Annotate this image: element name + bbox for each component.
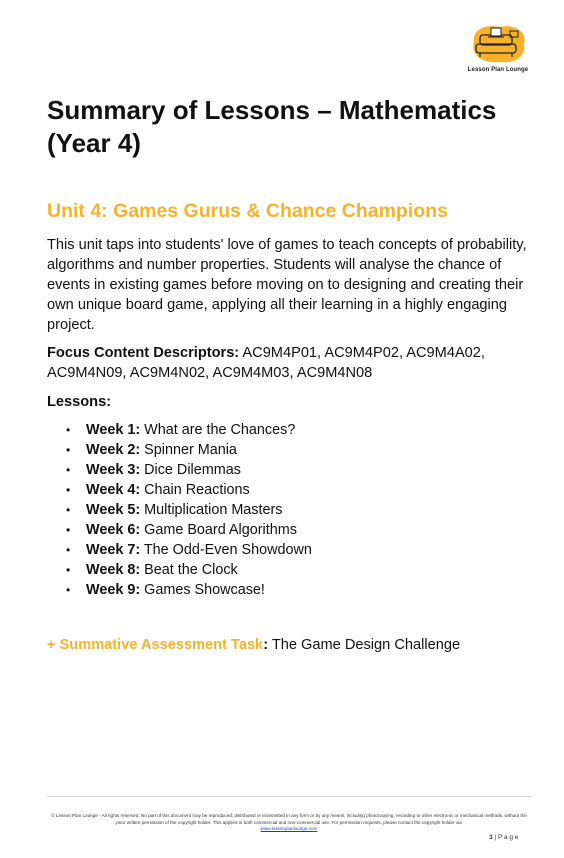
list-item <box>66 460 312 480</box>
copyright-notice <box>50 813 528 833</box>
page-number-value: 3 <box>489 834 493 841</box>
lesson-title: Beat the Clock <box>140 562 238 578</box>
unit-description: This unit taps into students' love of games to teach concepts of probability, algorithms and number properties. Students will analyse the chance of events in existing games before moving on to designing and creating their own unique board game, applying all their learning in a highly engaging project. <box>47 237 527 333</box>
bullet: • <box>66 583 71 597</box>
week-label: Week 6: <box>86 522 141 538</box>
lessons-label: Lessons: <box>47 394 112 410</box>
summative-separator: : <box>263 637 269 653</box>
bullet: • <box>66 523 71 537</box>
list-item <box>66 500 312 520</box>
week-label: Week 4: <box>86 482 141 498</box>
week-label: Week 7: <box>86 542 141 558</box>
lesson-title: Game Board Algorithms <box>140 522 297 538</box>
week-label: Week 3: <box>86 462 141 478</box>
focus-content-descriptors <box>47 344 532 383</box>
page-separator: | <box>492 834 498 841</box>
page-number <box>489 834 518 841</box>
lesson-title: Spinner Mania <box>140 442 237 458</box>
lesson-title: The Odd-Even Showdown <box>140 542 312 558</box>
list-item <box>66 520 312 540</box>
list-item <box>66 480 312 500</box>
week-label: Week 8: <box>86 562 141 578</box>
bullet: • <box>66 463 71 477</box>
footer-divider <box>47 796 532 797</box>
unit-heading: Unit 4: Games Gurus & Chance Champions <box>47 200 448 222</box>
sofa-laptop-icon <box>466 22 530 66</box>
bullet: • <box>66 483 71 497</box>
list-item <box>66 580 312 600</box>
logo-text: Lesson Plan Lounge <box>467 67 529 73</box>
lesson-title: Multiplication Masters <box>140 502 283 518</box>
page-word: P a g e <box>497 834 519 841</box>
lesson-title: What are the Chances? <box>140 422 296 438</box>
summative-label: + Summative Assessment Task <box>47 637 264 653</box>
week-label: Week 2: <box>86 442 141 458</box>
bullet: • <box>66 443 71 457</box>
page-title: Summary of Lessons – Mathematics (Year 4) <box>47 95 497 158</box>
lesson-title: Games Showcase! <box>140 582 265 598</box>
lesson-list <box>66 420 312 600</box>
list-item <box>66 440 312 460</box>
list-item <box>66 540 312 560</box>
summative-title: The Game Design Challenge <box>268 637 461 653</box>
week-label: Week 9: <box>86 582 141 598</box>
focus-label: Focus Content Descriptors: <box>47 345 240 361</box>
focus-codes: AC9M4P01, AC9M4P02, AC9M4A02, AC9M4N09, AC9M4N02, AC9M4M03, AC9M4N08 <box>47 345 485 381</box>
bullet: • <box>66 423 71 437</box>
copyright-text: © Lesson Plan Lounge - All rights reserved. No part of this document may be reproduced, distributed or transmitted in any form or by any means, including photocopying, recording or other electronic or mechanical methods, without the prior written permission of the copyright holder. This applies to both commercial and non-commercial use. For permission requests, please contact the copyright holder via <box>51 813 527 825</box>
week-label: Week 5: <box>86 502 141 518</box>
summative-assessment <box>47 637 460 653</box>
bullet: • <box>66 503 71 517</box>
list-item <box>66 560 312 580</box>
week-label: Week 1: <box>86 422 141 438</box>
website-link[interactable]: www.lessonplanlounge.com <box>260 826 318 831</box>
brand-logo <box>464 22 532 78</box>
lesson-title: Dice Dilemmas <box>140 462 241 478</box>
bullet: • <box>66 543 71 557</box>
list-item <box>66 420 312 440</box>
bullet: • <box>66 563 71 577</box>
lesson-title: Chain Reactions <box>140 482 250 498</box>
